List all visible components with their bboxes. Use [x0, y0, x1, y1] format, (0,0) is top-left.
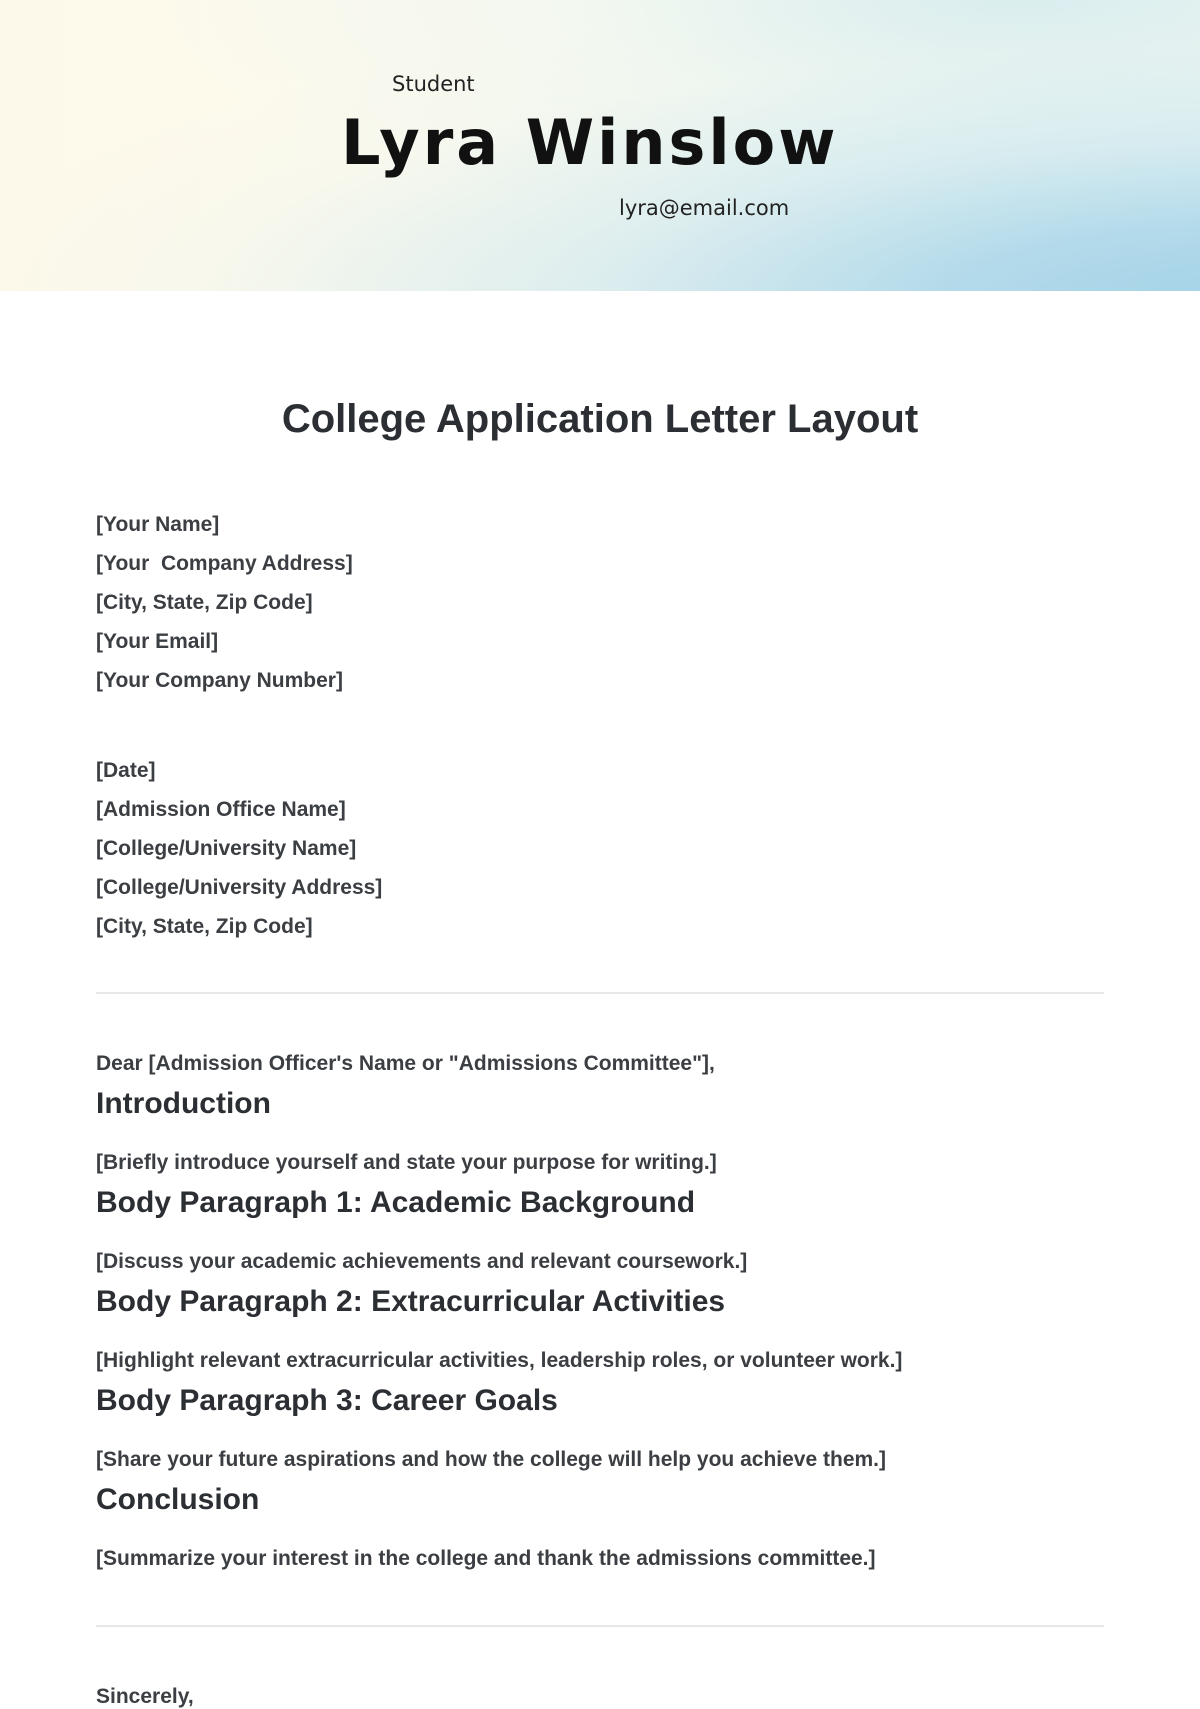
sender-address: [Your Company Address]: [96, 552, 353, 575]
recipient-city: [City, State, Zip Code]: [96, 915, 313, 938]
section-body: [Discuss your academic achievements and relevant coursework.]: [96, 1250, 748, 1273]
recipient-office: [Admission Office Name]: [96, 798, 346, 821]
section-body: [Briefly introduce yourself and state your purpose for writing.]: [96, 1151, 717, 1174]
sender-phone: [Your Company Number]: [96, 669, 343, 692]
salutation: Dear [Admission Officer's Name or "Admissions Committee"],: [96, 1052, 715, 1075]
sender-block: [96, 505, 353, 700]
sender-name: [Your Name]: [96, 513, 220, 536]
recipient-block: [96, 751, 382, 946]
section-body: [Summarize your interest in the college and thank the admissions committee.]: [96, 1547, 876, 1570]
document-title: College Application Letter Layout: [281, 397, 919, 441]
section-heading: Conclusion: [96, 1483, 260, 1516]
section-body: [Highlight relevant extracurricular activities, leadership roles, or volunteer work.]: [96, 1349, 903, 1372]
letter-date: [Date]: [96, 759, 156, 782]
section-heading: Body Paragraph 2: Extracurricular Activities: [96, 1285, 726, 1318]
sender-city: [City, State, Zip Code]: [96, 591, 313, 614]
sender-email: [Your Email]: [96, 630, 219, 653]
section-body: [Share your future aspirations and how the college will help you achieve them.]: [96, 1448, 886, 1471]
section-heading: Body Paragraph 3: Career Goals: [96, 1384, 558, 1417]
divider-bottom: [96, 1625, 1104, 1627]
recipient-address: [College/University Address]: [96, 876, 383, 899]
header-email: lyra@email.com: [619, 196, 790, 220]
closing: Sincerely,: [96, 1685, 194, 1708]
header-banner: [0, 0, 1200, 291]
section-heading: Introduction: [96, 1087, 271, 1120]
divider-top: [96, 992, 1104, 994]
recipient-college: [College/University Name]: [96, 837, 357, 860]
header-name: Lyra Winslow: [341, 106, 839, 179]
section-heading: Body Paragraph 1: Academic Background: [96, 1186, 696, 1219]
header-role: Student: [392, 72, 475, 96]
